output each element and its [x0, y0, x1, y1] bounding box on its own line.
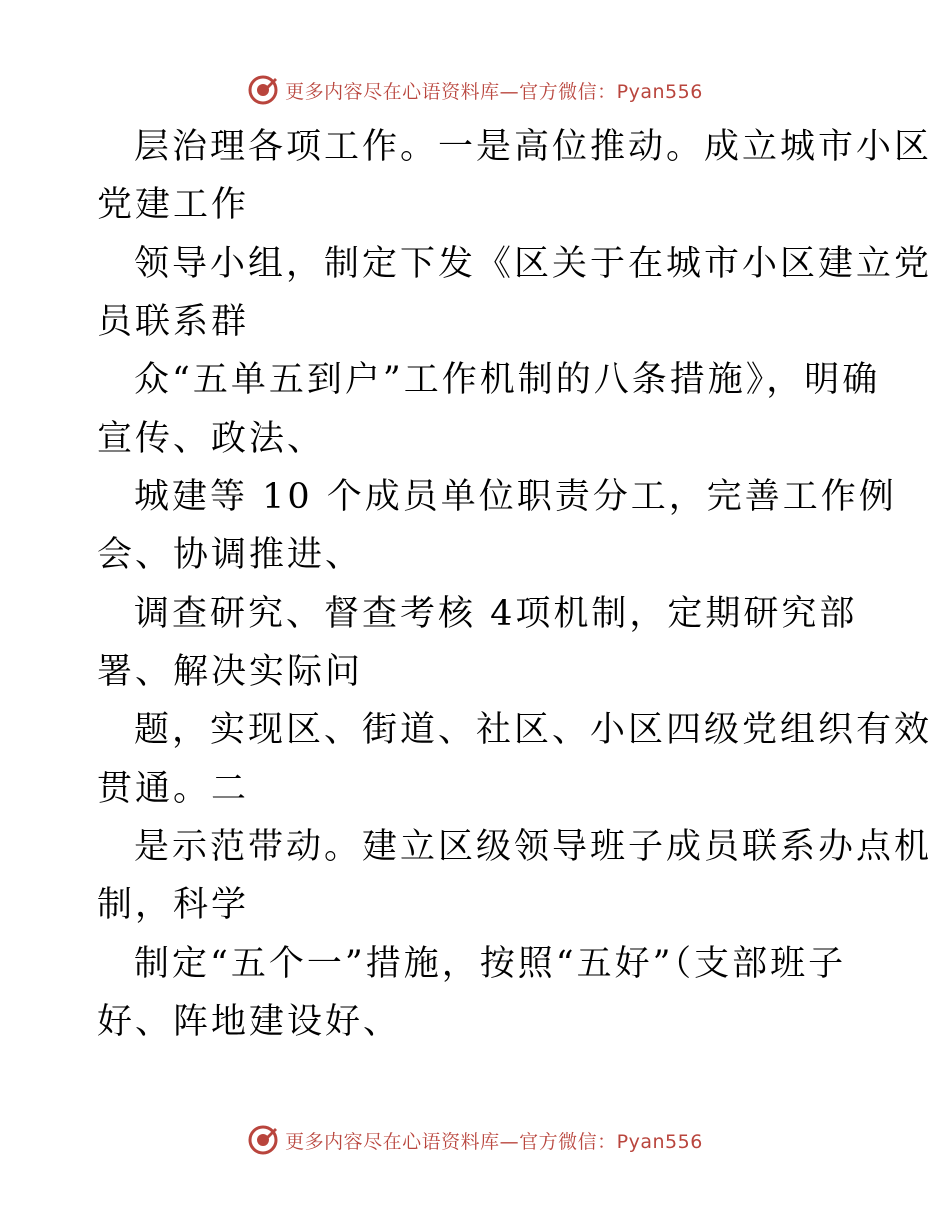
text-line: 会、协调推进、 [97, 535, 364, 575]
watermark-text: 更多内容尽在心语资料库—官方微信：Pyan556 [285, 1130, 703, 1153]
text-line: 员联系群 [97, 302, 250, 342]
text-line: 制定“五个一”措施，按照“五好”（支部班子 [134, 944, 847, 984]
pen-logo-icon [247, 1124, 279, 1156]
text-line: 是示范带动。建立区级领导班子成员联系办点机 [134, 827, 933, 867]
text-line: 领导小组，制定下发《区关于在城市小区建立党 [134, 244, 933, 284]
text-line: 好、阵地建设好、 [97, 1002, 402, 1042]
text-line: 署、解决实际问 [97, 652, 364, 692]
text-line: 题，实现区、街道、社区、小区四级党组织有效 [134, 710, 933, 750]
text-line: 制，科学 [97, 885, 250, 925]
watermark-text: 更多内容尽在心语资料库—官方微信：Pyan556 [285, 80, 703, 103]
text-line: 贯通。二 [97, 769, 250, 809]
text-line: 众“五单五到户”工作机制的八条措施》，明确 [134, 360, 881, 400]
footer-watermark [0, 1120, 950, 1160]
text-line: 层治理各项工作。一是高位推动。成立城市小区 [134, 127, 933, 167]
text-line: 调查研究、督查考核 4项机制，定期研究部 [134, 594, 858, 634]
text-line: 宣传、政法、 [97, 419, 326, 459]
text-line: 城建等 10 个成员单位职责分工，完善工作例 [134, 477, 897, 517]
text-line: 党建工作 [97, 185, 250, 225]
